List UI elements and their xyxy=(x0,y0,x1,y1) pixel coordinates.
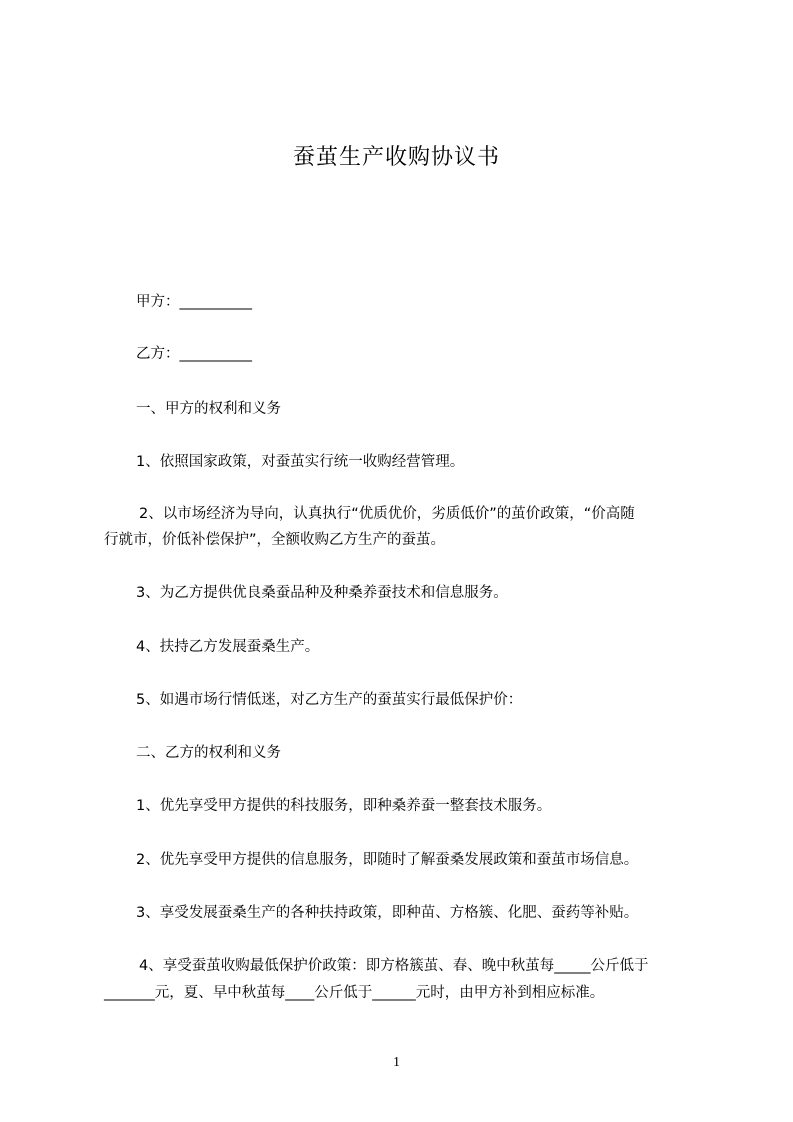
clause-a-5: 5、如遇市场行情低迷，对乙方生产的蚕茧实行最低保护价： xyxy=(136,692,523,708)
document-title: 蚕茧生产收购协议书 xyxy=(292,145,500,170)
clause-b-2: 2、优先享受甲方提供的信息服务，即随时了解蚕桑发展政策和蚕茧市场信息。 xyxy=(136,852,639,868)
clause-b-3: 3、享受发展蚕桑生产的各种扶持政策，即种苗、方格簇、化肥、蚕药等补贴。 xyxy=(136,905,639,921)
clause-a-1: 1、依照国家政策，对蚕茧实行统一收购经营管理。 xyxy=(136,454,465,470)
clause-b-4-line2: _______元，夏、早中秋茧每____公斤低于______元时，由甲方补到相应标准。 xyxy=(104,985,605,1001)
clause-a-4: 4、扶持乙方发展蚕桑生产。 xyxy=(136,639,320,655)
clause-a-2-line1: 2、以市场经济为导向，认真执行“优质优价，劣质低价”的茧价政策，“价高随 xyxy=(139,506,635,522)
clause-a-2-line2: 行就市，价低补偿保护”，全额收购乙方生产的蚕茧。 xyxy=(104,532,446,548)
clause-b-1: 1、优先享受甲方提供的科技服务，即种桑养蚕一整套技术服务。 xyxy=(136,798,552,814)
section-heading-party-b: 二、乙方的权利和义务 xyxy=(136,745,281,761)
page-number: 1 xyxy=(393,1055,400,1070)
clause-a-3: 3、为乙方提供优良桑蚕品种及种桑养蚕技术和信息服务。 xyxy=(136,585,508,601)
party-a-line: 甲方：__________ xyxy=(136,294,252,310)
section-heading-party-a: 一、甲方的权利和义务 xyxy=(136,401,281,417)
party-b-line: 乙方：__________ xyxy=(136,346,252,362)
clause-b-4-line1: 4、享受蚕茧收购最低保护价政策：即方格簇茧、春、晚中秋茧每_____公斤低于 xyxy=(139,958,649,974)
